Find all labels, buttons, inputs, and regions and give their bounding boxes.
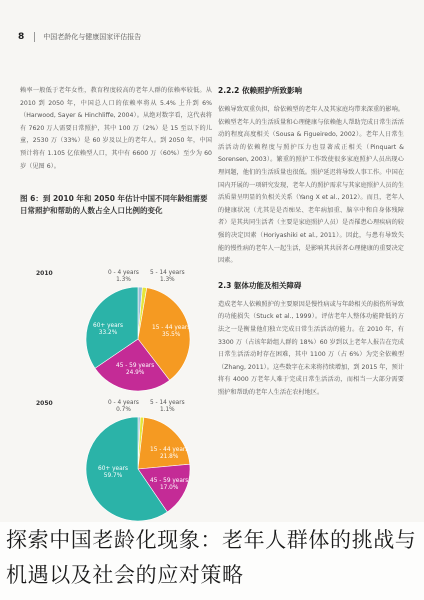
label-2050-15-44: 15 - 44 years 21.8% <box>150 447 189 460</box>
label-2050-60plus: 60+ years 59.7% <box>98 466 129 479</box>
running-title: 中国老龄化与健康国家评估报告 <box>43 33 142 41</box>
label-2010-45-59: 45 - 59 years 24.9% <box>116 363 155 376</box>
right-column <box>218 85 404 399</box>
intro-paragraph: 赖率一般低于老年女性，教育程度较高的老年人群的依赖率较低。从 2010 到 2050 年，中国总人口的依赖率将从 5.4% 上升到 6%（Harwood, Sayer & Hinchliffe, 2004）。从绝对数字看，这代表将有 7620 万人需要日常照护，其中 100 万（2%）是 15 至以下的儿童，2530 万（33%）是 60 岁及以上的老年人。到 2050 年，中国预计将有 1.105 亿依赖型人口，其中有 6600 万（60%）至少为 60 岁（见图 6）。 <box>20 87 212 170</box>
label-2010-15-44: 15 - 44 years 35.5% <box>152 325 191 338</box>
page-header <box>18 30 408 44</box>
pie-2050-slice-2 <box>138 417 190 469</box>
section-2-3-text: 造成老年人依赖照护的主要原因是慢性病或与年龄相关的损伤所导致的功能损失（Stuck et al., 1999）。评估老年人整体功能降低的方法之一是衡量他们独立完成日常生活活动的能力。在 2010 年，有 3300 万（占该年龄组人群的 18%）60 岁到以上老年人报告在完成日常生活活动时存在困难，其中 1100 万（占 6%）为完全依赖型（Zhang, 2011）。这些数字在未来将持续增加，到 2015 年，预计将有 4000 万老年人难于完成日常生活活动，而相当一大部分需要照护和帮助的老年人生活在农村地区。 <box>218 300 404 396</box>
overlay-caption: 探索中国老龄化现象：老年人群体的挑战与机遇以及社会的应对策略 <box>6 528 417 587</box>
chart-2010-year: 2010 <box>36 270 53 277</box>
label-2050-0-4: 0 - 4 years 0.7% <box>108 400 139 413</box>
chart-2050-year: 2050 <box>36 400 53 407</box>
label-2050-5-14: 5 - 14 years 1.1% <box>150 400 185 413</box>
page-number: 8 <box>18 32 25 42</box>
header-divider <box>34 32 35 42</box>
label-2010-5-14: 5 - 14 years 1.3% <box>150 270 185 283</box>
section-2-3-title: 2.3 躯体功能及相关障碍 <box>218 280 302 290</box>
label-2010-60plus: 60+ years 33.2% <box>93 323 124 336</box>
figure-title: 图 6：到 2010 年和 2050 年估计中国不同年龄组需要日常照护和帮助的人数占全人口比例的变化 <box>20 194 208 216</box>
left-column <box>20 85 212 217</box>
label-2010-0-4: 0 - 4 years 1.3% <box>108 270 139 283</box>
label-2050-45-59: 45 - 59 years 17.0% <box>150 478 189 491</box>
section-2-2-2-title: 2.2.2 依赖照护所致影响 <box>218 86 302 95</box>
section-2-2-2-text: 依赖导致双重负担，给依赖型的老年人及其家庭均带来深重的影响。依赖型老年人的生活质量和心理健康与依赖他人帮助完成日常生活活动的程度高度相关（Sousa & Figueiredo, 2002）。老年人日常生活活动的依赖程度与照护压力也显著成正相关（Pinquart & Sorensen, 2003）。繁重的照护工作致使很多家庭照护人员出现心理问题，他们的生活质量也很低。照护延迟将导致人事工作。中国在国内开展的一项研究发现，老年人的照护需求与其家庭照护人员的生活质量呈明显的负相关关系（Yang X et al., 2012）。而且，老年人的健康状况（尤其是是否痴呆、老年病加重、脑卒中和自身体残障者）是其共同生活者（主要是家庭照护人员）是否罹患心理疾病的较强的决定因素（Horiyashiki et al., 2011）。因此，与患有导致失能的慢性病的老年人一起生活，是影响其共居者心理健康的重要决定因素。 <box>218 106 404 265</box>
